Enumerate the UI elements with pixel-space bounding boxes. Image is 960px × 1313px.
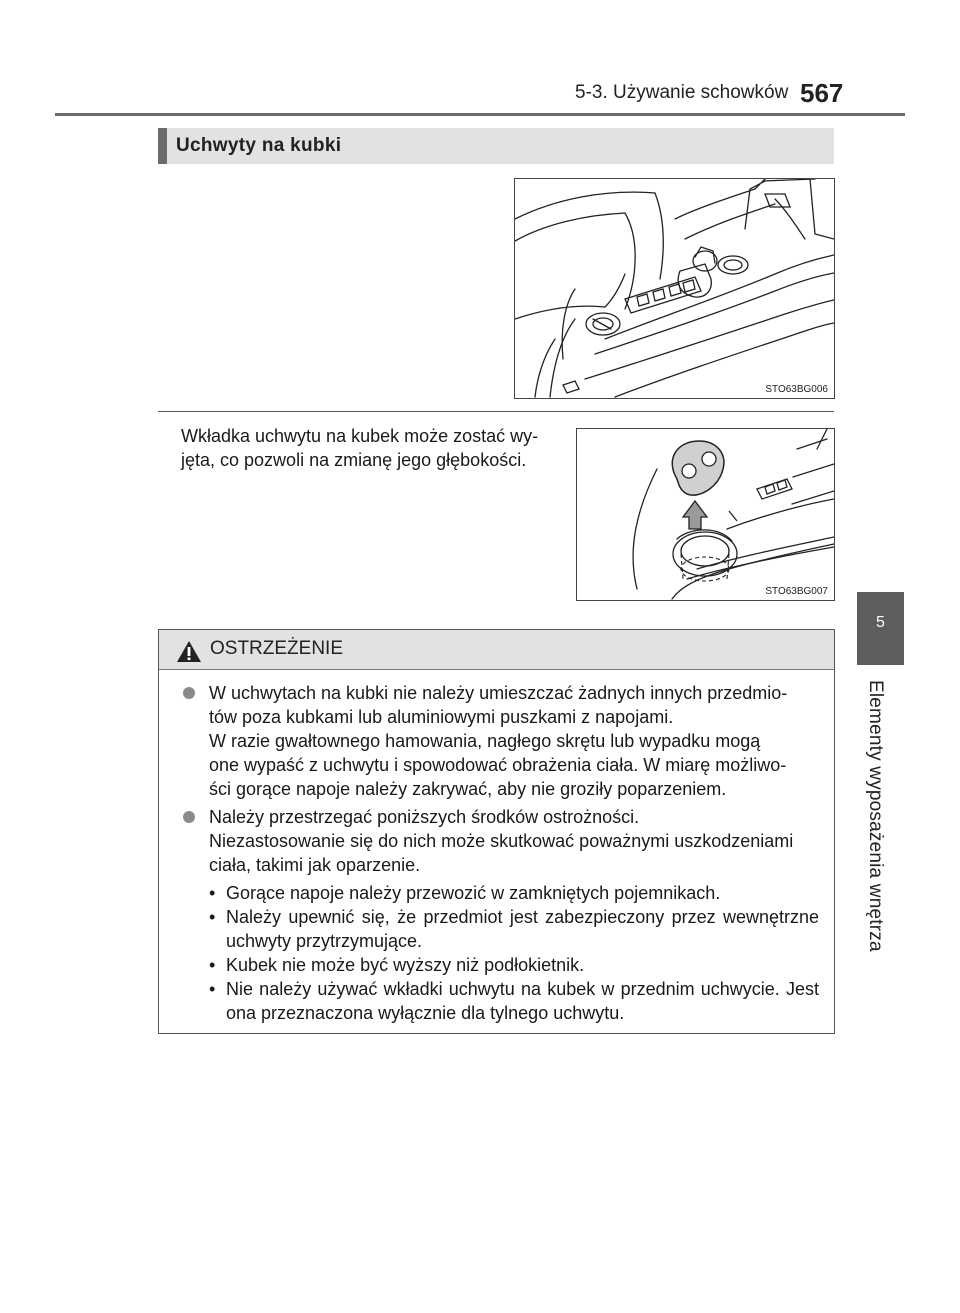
- page-number: 567: [800, 78, 844, 108]
- warning-box: [158, 629, 835, 1034]
- chapter-tab: [857, 592, 904, 665]
- precaution-text: Gorące napoje należy przewozić w zamkniętych pojemnikach.: [226, 883, 721, 903]
- bullet-mark: •: [209, 883, 216, 903]
- bullet-icon: [183, 811, 195, 823]
- cup-holder-illustration: [514, 178, 835, 399]
- warning-line: Niezastosowanie się do nich może skutkować poważnymi uszkodzeniami: [209, 831, 794, 851]
- precaution-item: [209, 881, 819, 905]
- chapter-label: Elementy wyposażenia wnętrza: [865, 680, 886, 952]
- warning-line: ciała, takimi jak oparzenie.: [209, 855, 421, 875]
- section-heading-bar: [158, 128, 167, 164]
- warning-line: Należy przestrzegać poniższych środków ostrożności.: [209, 807, 640, 827]
- console-drawing: [515, 179, 834, 398]
- bullet-icon: [183, 687, 195, 699]
- warning-line: ści gorące napoje należy zakrywać, aby nie groziły poparzeniem.: [209, 779, 727, 799]
- body-text: [181, 424, 561, 472]
- warning-line: tów poza kubkami lub aluminiowymi puszkami z napojami.: [209, 707, 674, 727]
- warning-header: [159, 630, 834, 670]
- warning-title: OSTRZEŻENIE: [210, 638, 344, 659]
- warning-line: W razie gwałtownego hamowania, nagłego skrętu lub wypadku mogą: [209, 731, 761, 751]
- precaution-text: Nie należy używać wkładki uchwytu na kubek w przednim uchwycie. Jest ona przeznaczona wyłącznie dla tylnego uchwytu.: [226, 979, 819, 1023]
- section-title: Uchwyty na kubki: [176, 135, 342, 156]
- body-line: Wkładka uchwytu na kubek może zostać wy-: [181, 426, 539, 446]
- insert-drawing: [577, 429, 834, 600]
- warning-bullet: [209, 805, 819, 877]
- precaution-text: Kubek nie może być wyższy niż podłokietnik.: [226, 955, 585, 975]
- figure-code: STO63BG006: [765, 384, 828, 395]
- precaution-item: [209, 905, 819, 953]
- warning-bullet: [209, 681, 819, 801]
- precaution-text: Należy upewnić się, że przedmiot jest zabezpieczony przez wewnętrzne uchwyty przytrzymujące.: [226, 907, 819, 951]
- warning-triangle-icon: [176, 640, 202, 663]
- insert-removal-illustration: [576, 428, 835, 601]
- section-header: 5-3. Używanie schowków: [575, 82, 789, 103]
- precaution-item: [209, 953, 819, 977]
- figure-code: STO63BG007: [765, 586, 828, 597]
- chapter-number: 5: [876, 614, 885, 631]
- body-line: jęta, co pozwoli na zmianę jego głębokości.: [181, 450, 527, 470]
- bullet-mark: •: [209, 979, 216, 999]
- precaution-item: [209, 977, 819, 1025]
- section-divider: [158, 411, 834, 412]
- precaution-list: [209, 881, 819, 1025]
- header-rule: [55, 113, 905, 116]
- bullet-mark: •: [209, 907, 216, 927]
- warning-line: W uchwytach na kubki nie należy umieszczać żadnych innych przedmio-: [209, 683, 788, 703]
- section-heading: [158, 128, 834, 164]
- bullet-mark: •: [209, 955, 216, 975]
- warning-line: one wypaść z uchwytu i spowodować obrażenia ciała. W miarę możliwo-: [209, 755, 787, 775]
